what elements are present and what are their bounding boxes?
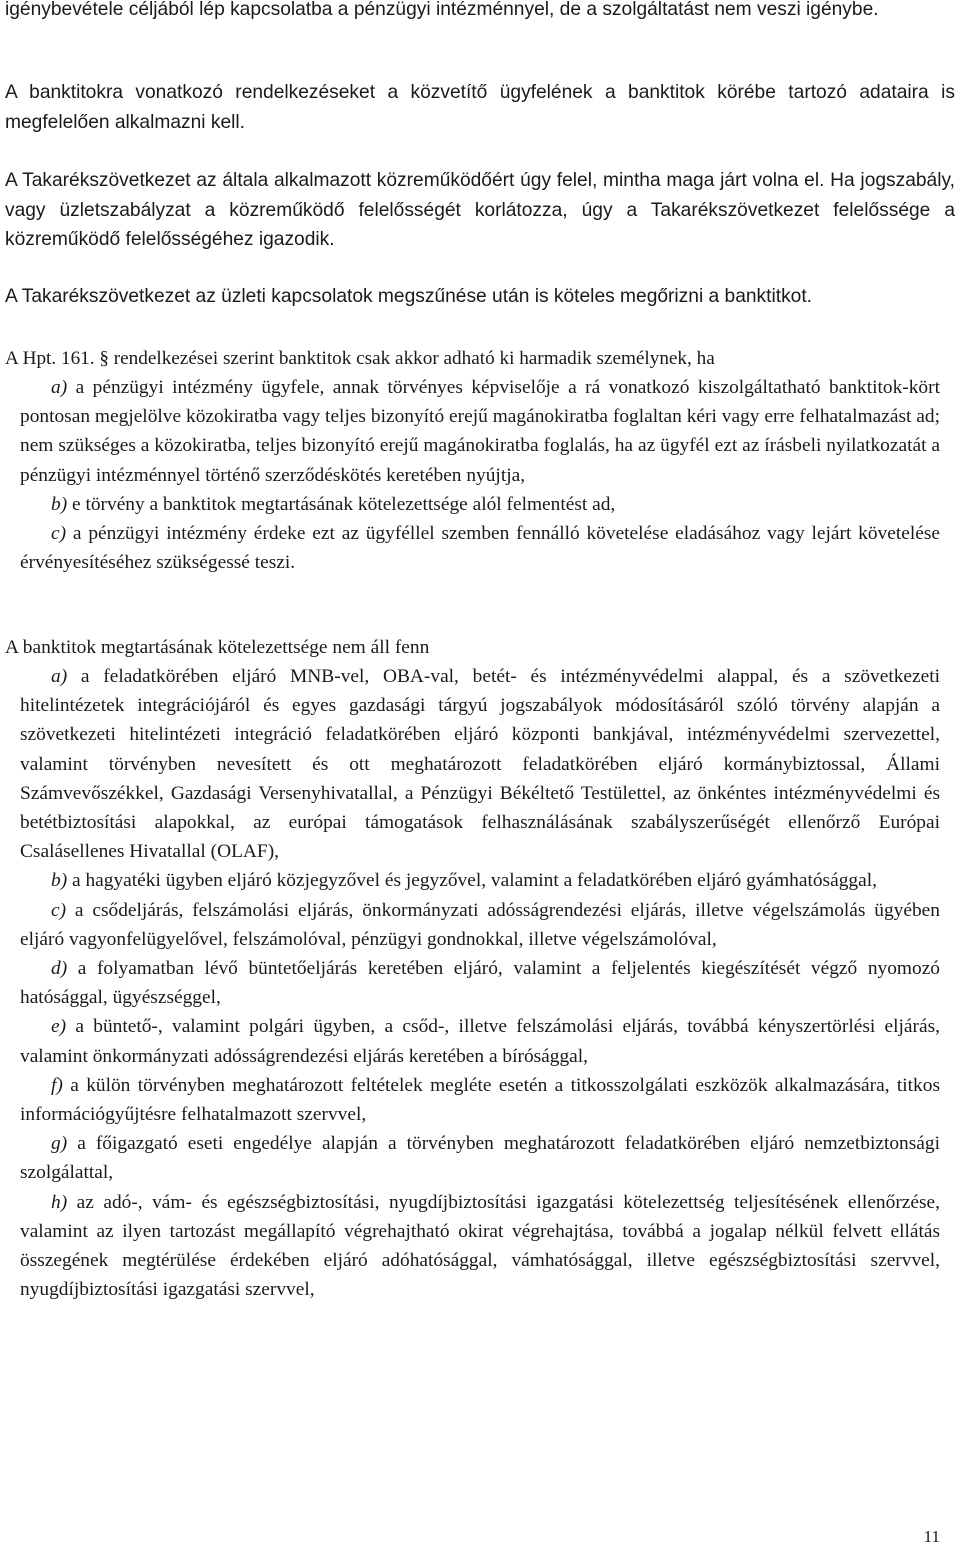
item-label: g) [51,1133,68,1155]
item-text: a külön törvényben meghatározott feltételek megléte esetén a titkosszolgálati eszközök alkalmazására, titkos információgyűjtésre felhatalmazott szervvel, [20,1074,940,1126]
section1-intro-text: rendelkezései szerint banktitok csak akkor adható ki harmadik személynek, ha [113,348,715,369]
list-item [20,1071,940,1129]
item-label: b) [51,870,68,892]
paragraph-text: A Takarékszövetkezet az általa alkalmazott közreműködőért úgy felel, mintha maga járt volna el. Ha jogszabály, vagy üzletszabályzat a közreműködő felelősségét korlátozza, úgy a Takarékszövetkezet felelőssége a közreműködő felelősségéhez igazodik. [5,170,955,250]
page-number: 11 [923,1527,940,1546]
list-item [20,896,940,954]
paragraph-liability [5,166,955,255]
paragraph-text: A Takarékszövetkezet az üzleti kapcsolatok megszűnése után is köteles megőrizni a banktitkot. [5,286,813,307]
item-text: az adó-, vám- és egészségbiztosítási, nyugdíjbiztosítási igazgatási kötelezettség teljesítésének ellenőrzése, valamint az ilyen tartozást megállapító végrehajtható okirat végrehajtása, továbbá a jogalap nélkül felvett ellátás összegének megtérülése érdekében eljáró adóhatósággal, vámhatósággal, illetve egészségbiztosítási szervvel, nyugdíjbiztosítási igazgatási szervvel, [20,1191,940,1301]
item-label: e) [51,1016,67,1038]
exemptions-list [20,662,940,1304]
item-label: c) [51,899,67,921]
list-item [20,1012,940,1070]
item-label: h) [51,1191,68,1213]
disclosure-conditions-list [20,373,940,577]
item-text: a folyamatban lévő büntetőeljárás keretében eljáró, valamint a feljelentés kiegészítését végző nyomozó hatósággal, ügyészséggel, [20,958,940,1009]
item-label: d) [51,958,68,980]
list-item [20,519,940,577]
paragraph-text: A banktitokra vonatkozó rendelkezéseket a közvetítő ügyfelének a banktitok körébe tartozó adataira is megfelelően alkalmazni kell. [5,82,955,133]
item-text: a csődeljárás, felszámolási eljárás, önkormányzati adósságrendezési eljárás, illetve végelszámolás ügyében eljáró vagyonfelügyelővel, felszámolóval, pénzügyi gondnokkal, illetve végelszámolóval, [20,899,940,950]
item-label: f) [51,1074,63,1096]
list-item [20,1188,940,1305]
hpt-reference: A Hpt. 161. [5,348,95,369]
item-text: a feladatkörében eljáró MNB-vel, OBA-val, betét- és intézményvédelmi alappal, és a szövetkezeti hitelintézetek integrációjáról és egyes gazdasági tárgyú jogszabályok módosításáról szóló törvény alapján a szövetkezeti hitelintézeti integráció feladatkörében eljáró központi bankjával, intézményvédelmi szervezettel, valamint törvényben nevesített és ott meghatározott feladatkörében eljáró kormánybiztossal, Állami Számvevőszékkel, Gazdasági Versenyhivatallal, a Pénzügyi Békéltető Testülettel, az önkéntes intézményvédelmi és betétbiztosítási alapokkal, az európai támogatások felhasználásának szabályszerűségét ellenőrző Európai Csalásellenes Hivatallal (OLAF), [20,666,940,863]
item-text: a hagyatéki ügyben eljáró közjegyzővel és jegyzővel, valamint a feladatkörében eljáró gyámhatósággal, [72,870,877,892]
list-item [20,954,940,1012]
list-item [20,1129,940,1187]
item-text: e törvény a banktitok megtartásának kötelezettsége alól felmentést ad, [72,493,616,515]
section-sign: § [99,348,109,369]
paragraph-intermediary [5,78,955,137]
list-item [20,662,940,866]
paragraph-intro [5,0,955,25]
item-text: a büntető-, valamint polgári ügyben, a csőd-, illetve felszámolási eljárás, továbbá kényszertörlési eljárás, valamint önkormányzati adósságrendezési eljárás keretében a bírósággal, [20,1016,940,1067]
item-label: a) [51,666,68,687]
item-label: b) [51,493,68,515]
section1-intro-line [5,344,940,373]
item-text: a pénzügyi intézmény érdeke ezt az ügyféllel szemben fennálló követelése eladásához vagy lejárt követelése érvényesítéséhez szükségessé teszi. [20,523,940,574]
section2-intro [5,633,940,662]
item-text: a pénzügyi intézmény ügyfele, annak törvényes képviselője a rá vonatkozó kiszolgáltatható banktitok-kört pontosan megjelölve közokiratba vagy teljes bizonyító erejű magánokiratba foglaltan kéri vagy erre felhatalmazást ad; nem szükséges a közokiratba, teljes bizonyító erejű magánokiratba foglalás, ha az ügyfél ezt az írásbeli nyilatkozatát a pénzügyi intézménnyel történő szerződéskötés keretében nyújtja, [20,377,940,486]
list-item [20,373,940,490]
list-item [20,490,940,519]
item-label: a) [51,377,68,398]
section2-intro-text: A banktitok megtartásának kötelezettsége nem áll fenn [5,637,430,658]
section1-intro [5,344,940,373]
paragraph-retention [5,282,955,312]
list-item [20,866,940,895]
paragraph-text: igénybevétele céljából lép kapcsolatba a pénzügyi intézménnyel, de a szolgáltatást nem veszi igénybe. [5,0,879,20]
item-label: c) [51,523,67,545]
item-text: a főigazgató eseti engedélye alapján a törvényben meghatározott feladatkörében eljáró nemzetbiztonsági szolgálattal, [20,1133,940,1184]
